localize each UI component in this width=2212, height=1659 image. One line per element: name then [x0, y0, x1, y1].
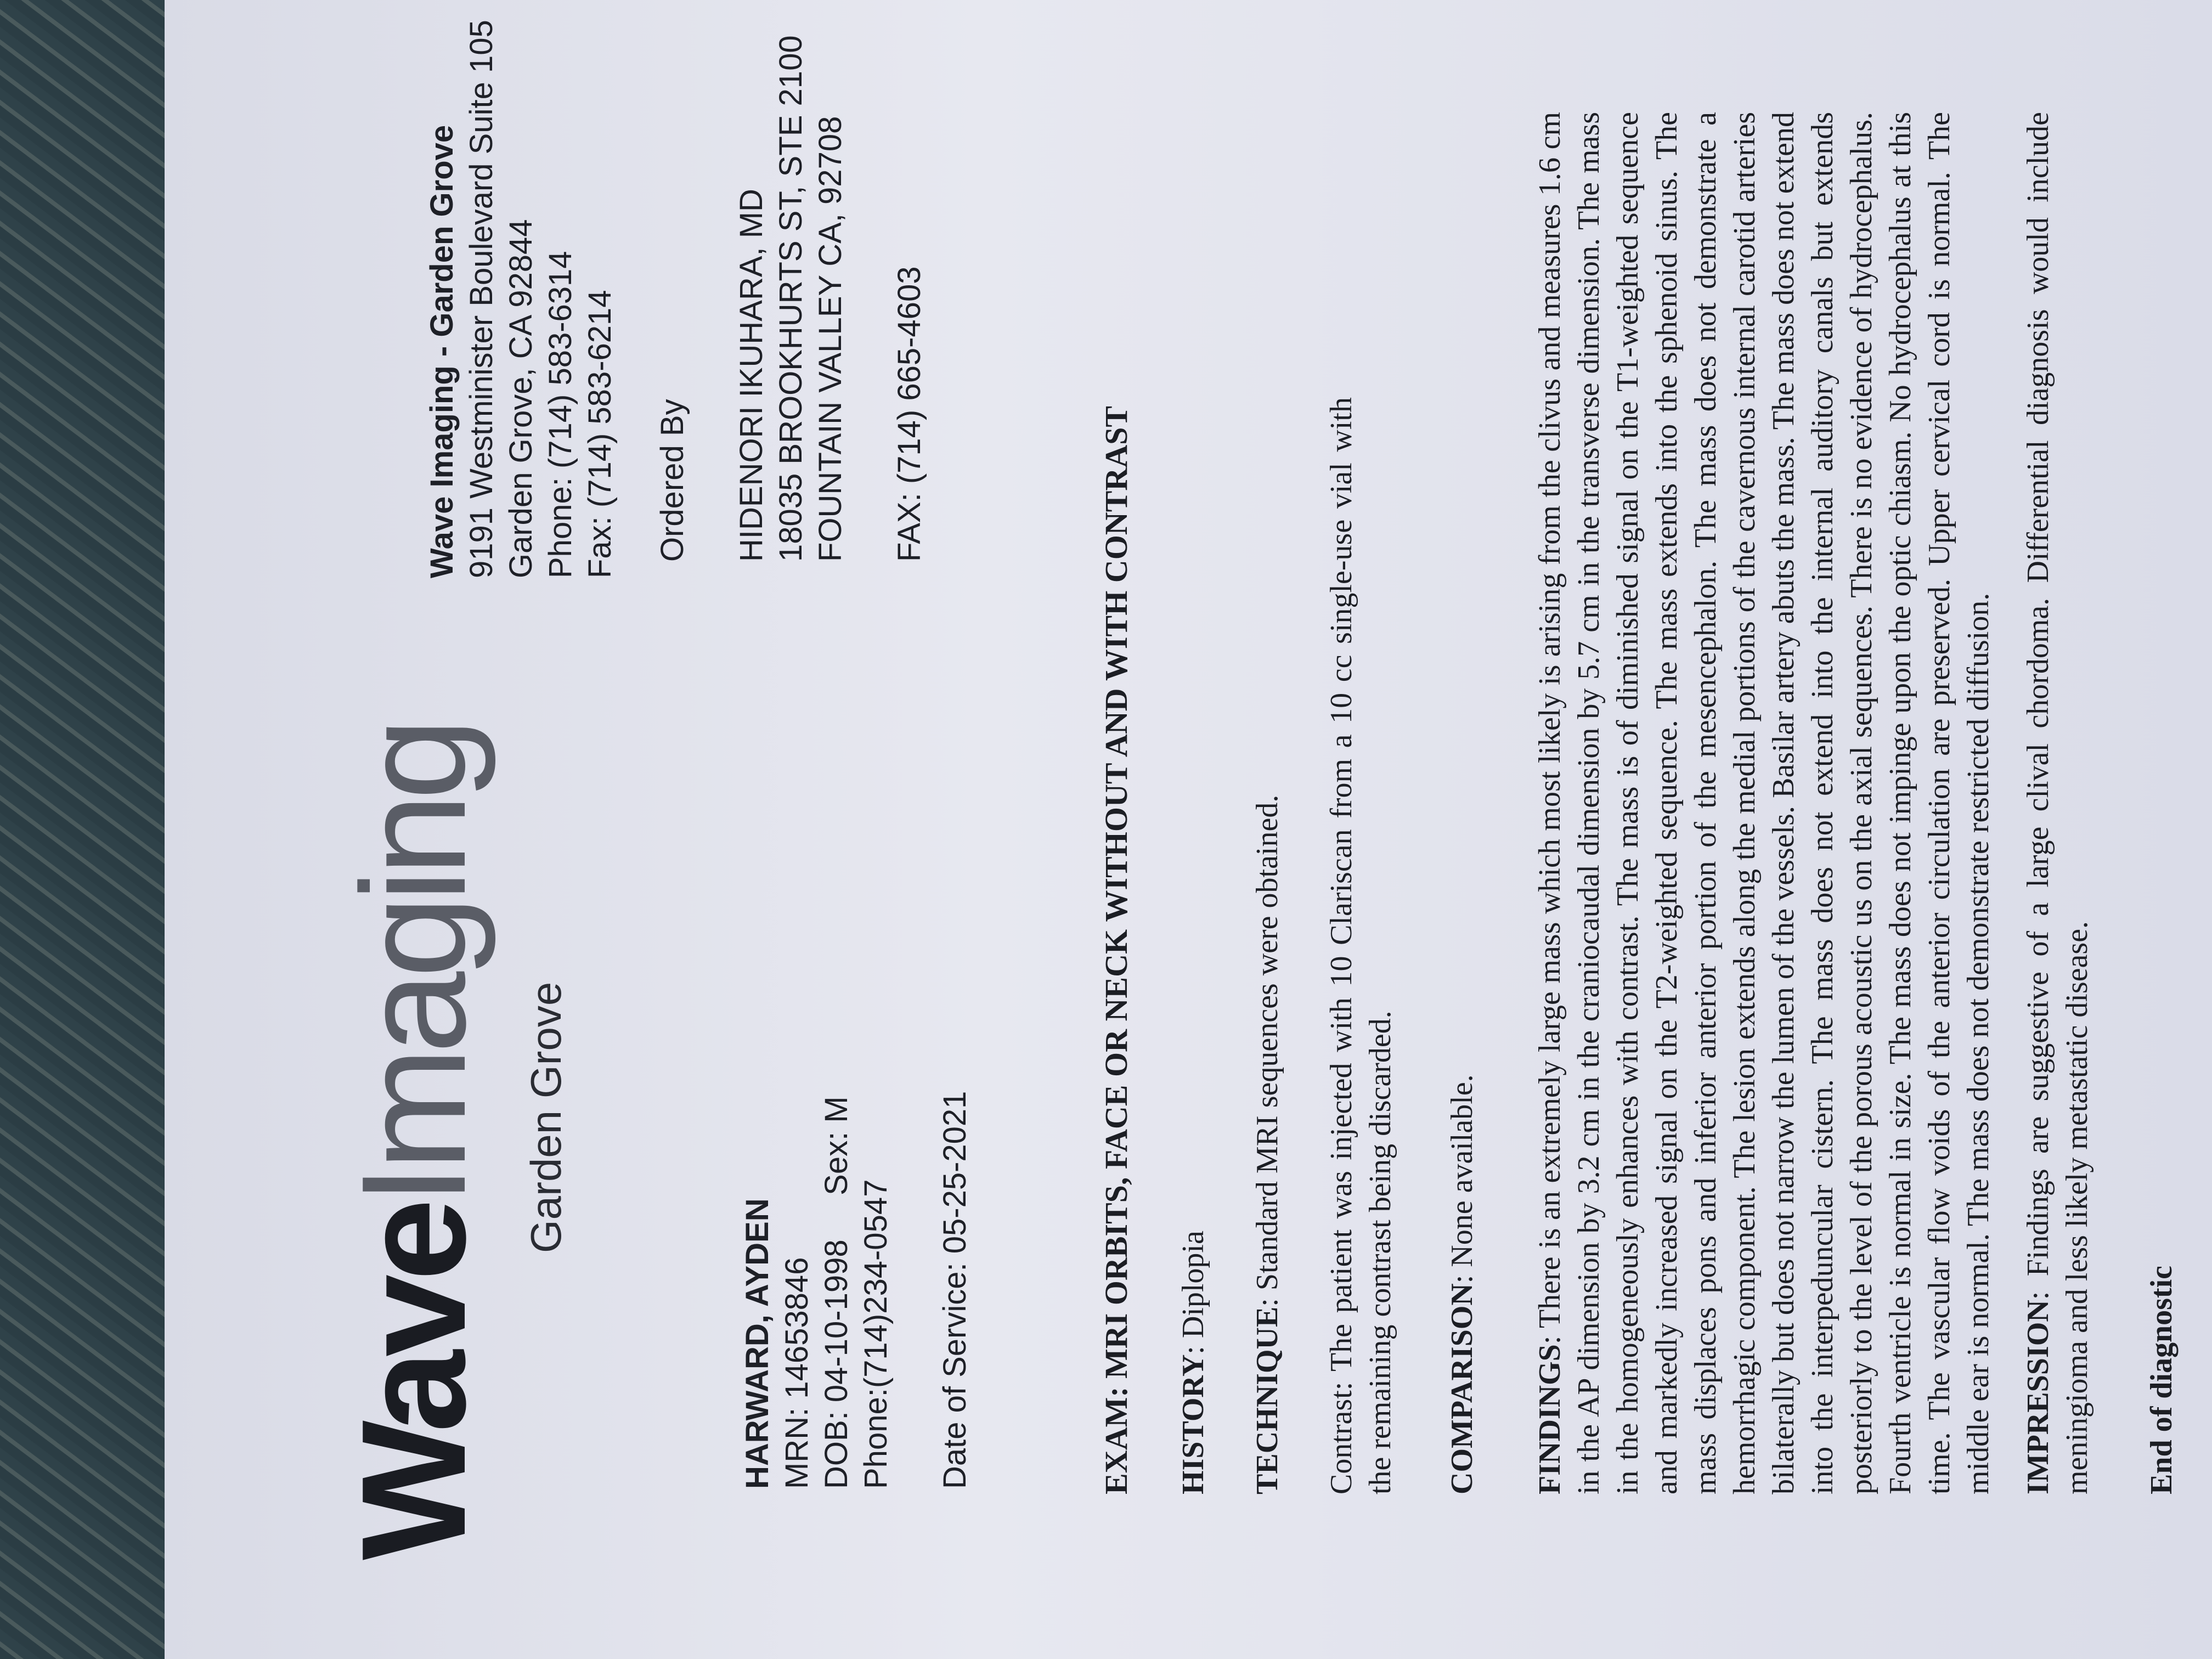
ordered-by-label: Ordered By	[654, 399, 690, 562]
date-of-service: Date of Service: 05-25-2021	[937, 1091, 973, 1489]
patient-name: HARWARD, AYDEN	[740, 1198, 775, 1489]
history-text: : Diplopia	[1176, 1231, 1210, 1355]
findings-label: FINDINGS	[1533, 1344, 1567, 1494]
facility-name: Wave Imaging - Garden Grove	[424, 125, 460, 578]
ordered-by-address2: FOUNTAIN VALLEY CA, 92708	[812, 116, 848, 562]
impression-label: IMPRESSION	[2021, 1300, 2055, 1494]
facility-address1: 9191 Westminister Boulevard Suite 105	[464, 20, 499, 578]
facility-address2: Garden Grove, CA 92844	[503, 219, 539, 578]
patient-block	[738, 1091, 975, 1489]
ordered-by-address1: 18035 BROOKHURTS ST, STE 2100	[773, 35, 809, 562]
ordered-by-name: HIDENORI IKUHARA, MD	[733, 189, 769, 562]
logo-location: Garden Grove	[522, 981, 570, 1253]
comparison-text: : None available.	[1445, 1074, 1479, 1284]
technique-text: : Standard MRI sequences were obtained.	[1250, 794, 1284, 1307]
history-label: HISTORY	[1176, 1354, 1210, 1494]
patient-phone: Phone:(714)234-0547	[858, 1179, 894, 1489]
comparison-line	[1443, 1074, 1481, 1494]
wave-imaging-logo	[329, 724, 499, 1560]
findings-paragraph	[1531, 112, 1998, 1494]
logo-brand-light: Imaging	[331, 724, 496, 1205]
ordered-by-block	[653, 35, 929, 562]
comparison-label: COMPARISON	[1445, 1283, 1479, 1494]
logo-brand-bold: Wave	[331, 1205, 496, 1560]
technique-label: TECHNIQUE	[1250, 1306, 1284, 1494]
contrast-paragraph: Contrast: The patient was injected with 10 Clariscan from a 10 cc single-use vial with the remaining contrast being discarded.	[1324, 397, 1397, 1494]
history-line	[1174, 1231, 1212, 1494]
facility-block	[422, 20, 620, 578]
footer-partial: End of diagnostic	[2145, 1266, 2179, 1494]
impression-text: : Findings are suggestive of a large clival chordoma. Differential diagnosis would include meningioma and less likely metastatic disease.	[2021, 112, 2094, 1494]
exam-title: EXAM: MRI ORBITS, FACE OR NECK WITHOUT AND WITH CONTRAST	[1098, 405, 1134, 1494]
facility-phone: Phone: (714) 583-6314	[543, 251, 578, 578]
report-page	[165, 0, 2212, 1659]
facility-fax: Fax: (714) 583-6214	[582, 290, 618, 578]
ordered-by-fax: FAX: (714) 665-4603	[891, 266, 927, 562]
findings-text: : There is an extremely large mass which most likely is arising from the clivus and measures 1.6 cm in the AP dimension by 3.2 cm in the craniocaudal dimension by 5.7 cm in the transverse dimension. The mass in the homogeneously enhances with contrast. The mass is of diminished signal on the T1-weighted sequence and markedly increased signal on the T2-weighted sequence. The mass extends into the sphenoid sinus. The mass displaces pons and inferior anterior portion of the mesencephalon. The mass does not demonstrate a hemorrhagic component. The lesion extends along the medial portions of the cavernous internal carotid arteries bilaterally but does not narrow the lumen of the vessels. Basilar artery abuts the mass. The mass does not extend into the interpeduncular cistern. The mass does not extend into the internal auditory canals but extends posteriorly to the level of the porous acoustic us on the axial sequences. There is no evidence of hydrocephalus. Fourth ventricle is normal in size. The mass does not impinge upon the optic chiasm. No hydrocephalus at this time. The vascular flow voids of the anterior circulation are preserved. Upper cervical cord is normal. The middle ear is normal. The mass does not demonstrate restricted diffusion.	[1533, 112, 1995, 1494]
report-paper	[165, 0, 2212, 1659]
impression-paragraph	[2019, 112, 2097, 1494]
patient-mrn: MRN: 14653846	[779, 1257, 815, 1489]
technique-line	[1248, 795, 1286, 1494]
patient-dob-sex: DOB: 04-10-1998 Sex: M	[819, 1096, 854, 1489]
